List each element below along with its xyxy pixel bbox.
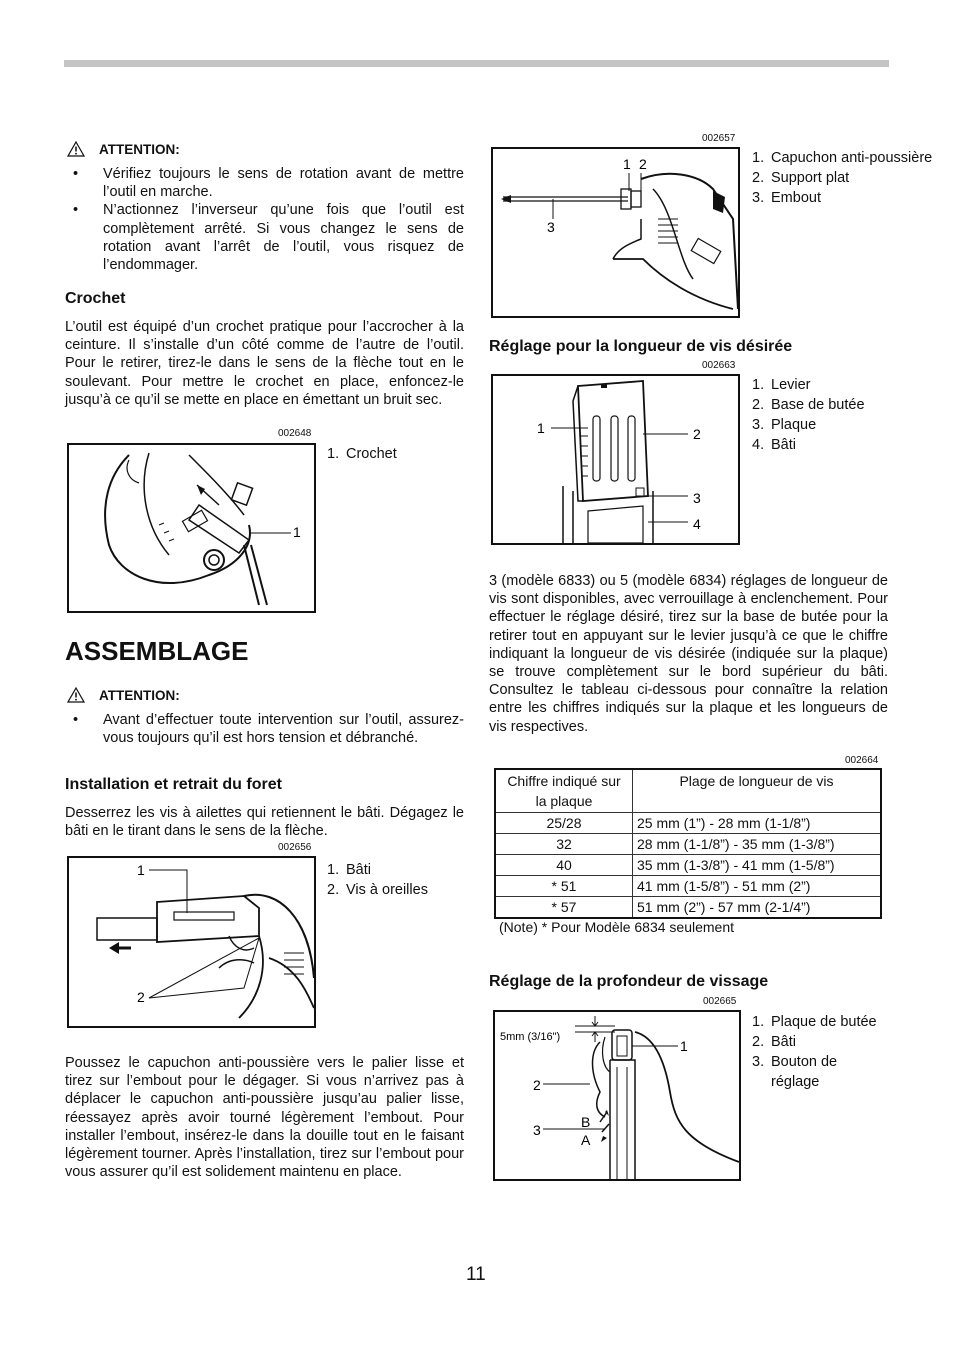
section-heading-crochet: Crochet [65,290,126,307]
reglage-profondeur-illustration [495,1012,739,1179]
callout-4: 4 [693,516,701,532]
legend-item: 2. Vis à oreilles [327,882,428,898]
crochet-text-block [65,318,464,409]
callout-2: 2 [533,1077,541,1093]
callout-1: 1 [623,156,631,172]
section-heading-reglage-longueur: Réglage pour la longueur de vis désirée [489,338,793,355]
table-header: Plage de longueur de vis [633,769,882,813]
table-cell: 40 [495,855,633,876]
installation-paragraph: Desserrez les vis à ailettes qui retiennent le bâti. Dégagez le bâti en le tirant dans le sens de la flèche. [65,805,464,840]
legend-item: 2. Bâti [752,1034,796,1050]
table-cell: * 51 [495,876,633,897]
legend-item: 3. Embout [752,190,821,206]
attention-list [65,165,464,274]
table-cell: 25 mm (1”) - 28 mm (1-1/8”) [633,813,882,834]
table-cell: 35 mm (1-3/8”) - 41 mm (1-5/8”) [633,855,882,876]
figure-code: 002665 [703,996,737,1007]
figure-reglage-longueur [491,374,740,545]
table-header: Chiffre indiqué sur la plaque [495,769,633,813]
attention-list [65,711,464,747]
legend-item: 2. Support plat [752,170,850,186]
table-header-row [495,769,881,813]
header-rule [64,60,889,67]
table-cell: 25/28 [495,813,633,834]
table-cell: 28 mm (1-1/8”) - 35 mm (1-3/8”) [633,834,882,855]
section-heading-assemblage: ASSEMBLAGE [65,636,249,666]
figure-code: 002648 [278,428,312,439]
callout-1: 1 [137,862,145,878]
table-row [495,897,881,919]
reglage-longueur-text-block [489,572,888,736]
table-cell: 51 mm (2”) - 57 mm (2-1/4”) [633,897,882,919]
section-heading-installation: Installation et retrait du foret [65,776,282,793]
list-item: • N’actionnez l’inverseur qu’une fois que l’outil est complètement arrêté. Si vous changez le sens de rotation avant l’arrêt de l’outil, vous risquez de l’endommager. [65,201,464,274]
installation-paragraph-2: Poussez le capuchon anti-poussière vers le palier lisse et tirez sur l’embout pour le dégager. Si vous n’arrivez pas à déplacer le capuchon anti-poussière jusqu’au palier lisse, réessayez après avoir tourné légèrement l’embout. Pour installer l’embout, insérez-le dans la douille tout en le faisant légèrement tourner. Après l’installation, tirez sur l’embout pour vous assurer qu’il est solidement maintenu en place. [65,1055,464,1181]
page-number: 11 [466,1264,486,1285]
dimension-label: 5mm (3/16") [500,1031,561,1043]
legend-item: 1. Bâti [327,862,371,878]
legend-item: 2. Base de butée [752,397,865,413]
section-heading-reglage-profondeur: Réglage de la profondeur de vissage [489,973,769,990]
crochet-illustration [69,445,314,611]
legend-item: 1. Plaque de butée [752,1014,877,1030]
installation-illustration [69,858,314,1026]
installation-text-block [65,804,464,840]
legend-crochet [327,444,397,464]
legend-item: 3. Plaque [752,417,817,433]
table-row [495,813,881,834]
figure-installation [67,856,316,1028]
legend-item: 1. Crochet [327,446,397,462]
figure-reglage-profondeur [493,1010,741,1181]
legend-item: 1. Levier [752,377,811,393]
installation-text-block-2 [65,1054,464,1181]
crochet-paragraph: L’outil est équipé d’un crochet pratique pour l’accrocher à la ceinture. Il s’installe d’un côté comme de l’autre de l’outil. Pour le retirer, tirez-le dans le sens de la flèche tout en le soulevant. Pour mettre le crochet en place, enfoncez-le jusqu’à ce qu’il se mette en place en émettant un bruit sec. [65,319,464,408]
callout-2: 2 [639,156,647,172]
table-code: 002664 [845,755,879,766]
warning-icon [67,687,85,703]
callout-3: 3 [533,1122,541,1138]
list-item: • Avant d’effectuer toute intervention sur l’outil, assurez-vous toujours qu’il est hors tension et débranché. [65,711,464,747]
legend-item: 4. Bâti [752,437,796,453]
legend-embout [752,148,932,208]
legend-item: 1. Capuchon anti-poussière [752,150,933,166]
legend-item: 3. Bouton de réglage [752,1054,838,1090]
reglage-longueur-paragraph: 3 (modèle 6833) ou 5 (modèle 6834) réglages de longueur de vis sont disponibles, avec verrouillage à enclenchement. Pour effectuer le réglage désiré, tirez sur la base de butée pour la retirer tout en appuyant sur le levier jusqu’à ce que le chiffre indiquant la longueur de vis désirée (indiquée sur la plaque) se trouve complètement sur le bord supérieur du bâti. Consultez le tableau ci-dessous pour connaître la relation entre les chiffres indiqués sur la plaque et les longueurs de vis respectives. [489,573,888,735]
callout-b: B [581,1114,591,1130]
reglage-longueur-illustration [493,376,738,543]
table-row [495,855,881,876]
legend-installation [327,860,428,900]
attention-label: ATTENTION: [67,141,180,157]
attention-label: ATTENTION: [67,687,180,703]
warning-icon [67,141,85,157]
legend-reglage-profondeur [752,1012,881,1092]
list-item: • Vérifiez toujours le sens de rotation avant de mettre l’outil en marche. [65,165,464,201]
callout-2: 2 [137,989,145,1005]
table-note: (Note) * Pour Modèle 6834 seulement [499,919,735,935]
table-row [495,834,881,855]
figure-code: 002657 [702,133,736,144]
table-cell: * 57 [495,897,633,919]
callout-3: 3 [693,490,701,506]
callout-1: 1 [293,524,301,540]
callout-1: 1 [680,1038,688,1054]
table-row [495,876,881,897]
table-cell: 41 mm (1-5/8”) - 51 mm (2”) [633,876,882,897]
figure-crochet [67,443,316,613]
callout-1: 1 [537,420,545,436]
figure-code: 002656 [278,842,312,853]
table-cell: 32 [495,834,633,855]
callout-a: A [581,1132,591,1148]
embout-illustration [493,149,738,316]
screw-length-table [494,768,882,919]
legend-reglage-longueur [752,375,865,455]
callout-2: 2 [693,426,701,442]
figure-embout [491,147,740,318]
figure-code: 002663 [702,360,736,371]
callout-3: 3 [547,219,555,235]
